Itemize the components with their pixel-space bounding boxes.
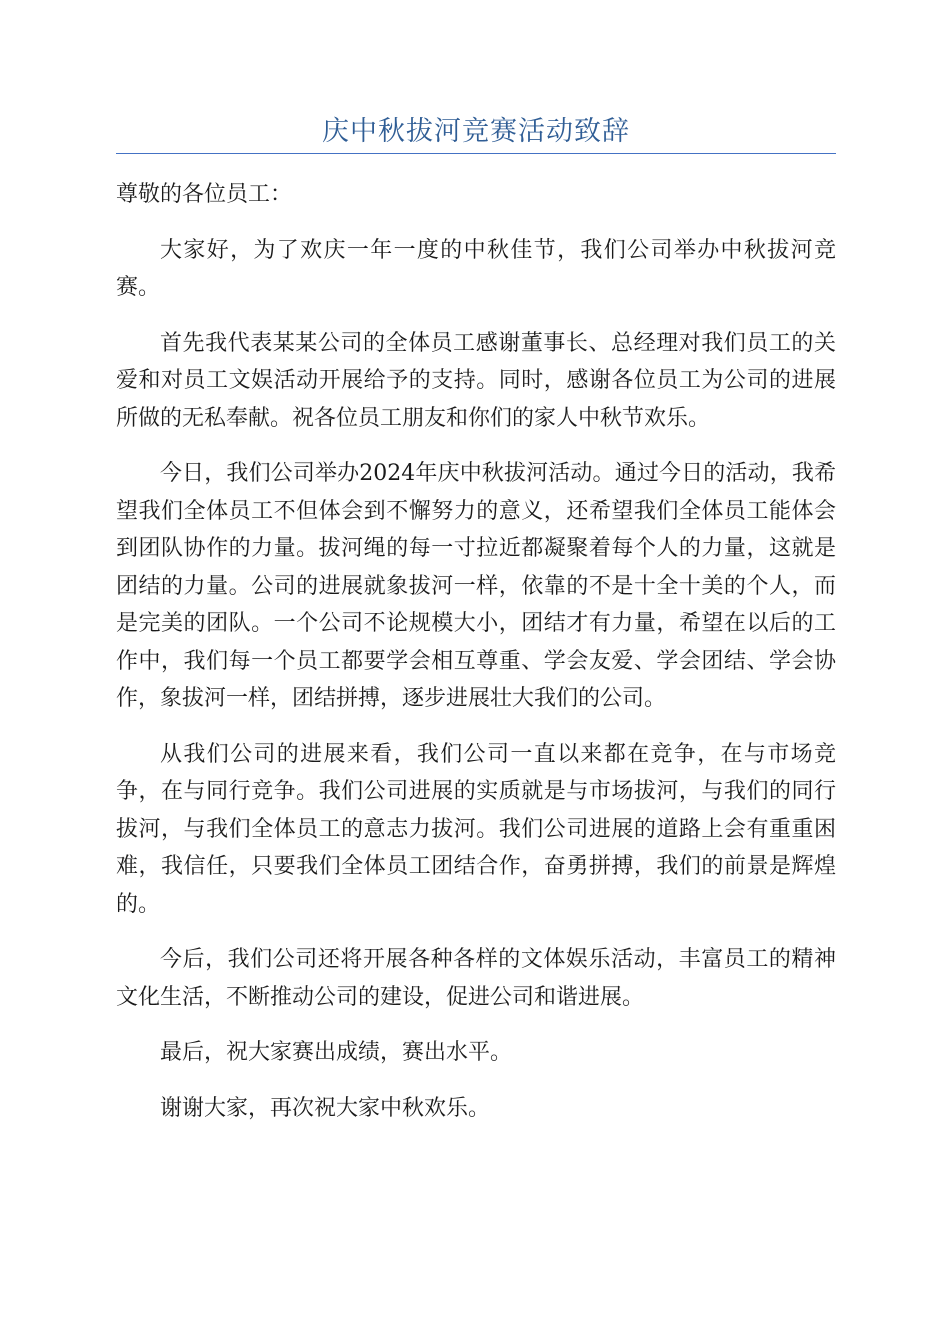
- paragraph-greeting: 大家好，为了欢庆一年一度的中秋佳节，我们公司举办中秋拔河竞赛。: [116, 237, 836, 300]
- document-title: 庆中秋拔河竞赛活动致辞: [322, 116, 630, 147]
- paragraph-closing: 谢谢大家，再次祝大家中秋欢乐。: [160, 1095, 491, 1121]
- title-underline: [116, 153, 836, 154]
- paragraph-wishes: 最后，祝大家赛出成绩，赛出水平。: [160, 1040, 513, 1065]
- paragraph-thanks: 首先我代表某某公司的全体员工感谢董事长、总经理对我们员工的关爱和对员工文娱活动开展给予的支持。同时，感谢各位员工为公司的进展所做的无私奉献。祝各位员工朋友和你们的家人中秋节欢乐。: [116, 330, 836, 431]
- document-body: [116, 176, 836, 1145]
- document-page: [116, 0, 836, 1344]
- salutation: 尊敬的各位员工：: [116, 182, 293, 207]
- paragraph-competition: 从我们公司的进展来看，我们公司一直以来都在竞争，在与市场竞争，在与同行竞争。我们公司进展的实质就是与市场拔河，与我们的同行拔河，与我们全体员工的意志力拔河。我们公司进展的道路上会有重重困难，我信任，只要我们全体员工团结合作，奋勇拼搏，我们的前景是辉煌的。: [116, 741, 836, 917]
- paragraph-teamwork: 今日，我们公司举办2024年庆中秋拔河活动。通过今日的活动，我希望我们全体员工不但体会到不懈努力的意义，还希望我们全体员工能体会到团队协作的力量。拔河绳的每一寸拉近都凝聚着每个人的力量，这就是团结的力量。公司的进展就象拔河一样，依靠的不是十全十美的个人，而是完美的团队。一个公司不论规模大小，团结才有力量，希望在以后的工作中，我们每一个员工都要学会相互尊重、学会友爱、学会团结、学会协作，象拔河一样，团结拼搏，逐步进展壮大我们的公司。: [116, 461, 836, 711]
- paragraph-future: 今后，我们公司还将开展各种各样的文体娱乐活动，丰富员工的精神文化生活，不断推动公司的建设，促进公司和谐进展。: [116, 947, 836, 1010]
